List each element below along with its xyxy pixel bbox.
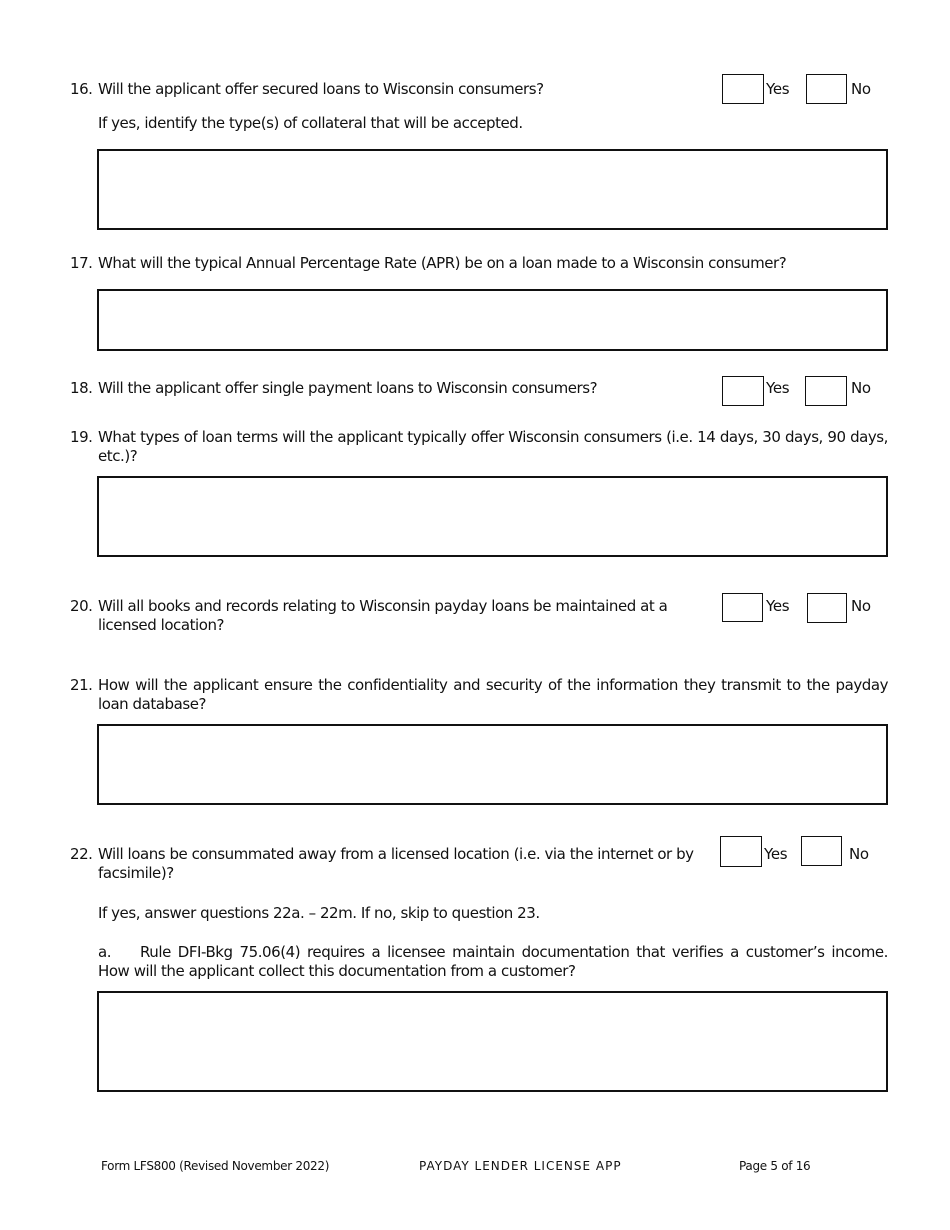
q20-yes-checkbox[interactable] — [722, 593, 763, 622]
q22a-text: Rule DFI-Bkg 75.06(4) requires a licensee maintain documentation that verifies a customer’s income. How will the applicant collect this documentation from a customer? — [98, 943, 888, 980]
q20-yes-label: Yes — [766, 597, 790, 615]
q21-security-field[interactable] — [97, 724, 888, 805]
q16-collateral-field[interactable] — [97, 149, 888, 230]
q22-no-label: No — [849, 845, 869, 863]
q22-instruction: If yes, answer questions 22a. – 22m. If no, skip to question 23. — [98, 904, 540, 922]
q22-yes-checkbox[interactable] — [720, 836, 762, 867]
q16-yes-checkbox[interactable] — [722, 74, 764, 104]
q16-number: 16. — [70, 80, 93, 98]
q18-no-label: No — [851, 379, 871, 397]
q22a-income-documentation-field[interactable] — [97, 991, 888, 1092]
q16-no-label: No — [851, 80, 871, 98]
q21-number: 21. — [70, 676, 93, 694]
q20-no-label: No — [851, 597, 871, 615]
q18-yes-checkbox[interactable] — [722, 376, 764, 406]
q19-number: 19. — [70, 428, 93, 446]
footer-page-number: Page 5 of 16 — [739, 1159, 811, 1173]
q16-no-checkbox[interactable] — [806, 74, 847, 104]
q19-text: What types of loan terms will the applicant typically offer Wisconsin consumers (i.e. 14 days, 30 days, 90 days, etc.)? — [98, 428, 888, 465]
footer-title: PAYDAY LENDER LICENSE APP — [419, 1159, 622, 1173]
q22-text: Will loans be consummated away from a licensed location (i.e. via the internet or by facsimile)? — [98, 845, 694, 882]
q18-no-checkbox[interactable] — [805, 376, 847, 406]
q16-text: Will the applicant offer secured loans to Wisconsin consumers? — [98, 80, 544, 98]
q20-number: 20. — [70, 597, 93, 615]
q21-text: How will the applicant ensure the confidentiality and security of the information they transmit to the payday loan database? — [98, 676, 888, 713]
q22-number: 22. — [70, 845, 93, 863]
q16-yes-label: Yes — [766, 80, 790, 98]
q16-followup: If yes, identify the type(s) of collateral that will be accepted. — [98, 114, 523, 132]
q20-text: Will all books and records relating to Wisconsin payday loans be maintained at a licensed location? — [98, 597, 668, 634]
q22a-letter: a. — [98, 943, 112, 961]
q20-no-checkbox[interactable] — [807, 593, 847, 623]
q22-no-checkbox[interactable] — [801, 836, 842, 866]
q18-text: Will the applicant offer single payment loans to Wisconsin consumers? — [98, 379, 598, 397]
q17-number: 17. — [70, 254, 93, 272]
q19-loan-terms-field[interactable] — [97, 476, 888, 557]
q18-yes-label: Yes — [766, 379, 790, 397]
footer-form-id: Form LFS800 (Revised November 2022) — [101, 1159, 330, 1173]
q17-apr-field[interactable] — [97, 289, 888, 351]
q22-yes-label: Yes — [764, 845, 788, 863]
q17-text: What will the typical Annual Percentage Rate (APR) be on a loan made to a Wisconsin consumer? — [98, 254, 787, 272]
q18-number: 18. — [70, 379, 93, 397]
